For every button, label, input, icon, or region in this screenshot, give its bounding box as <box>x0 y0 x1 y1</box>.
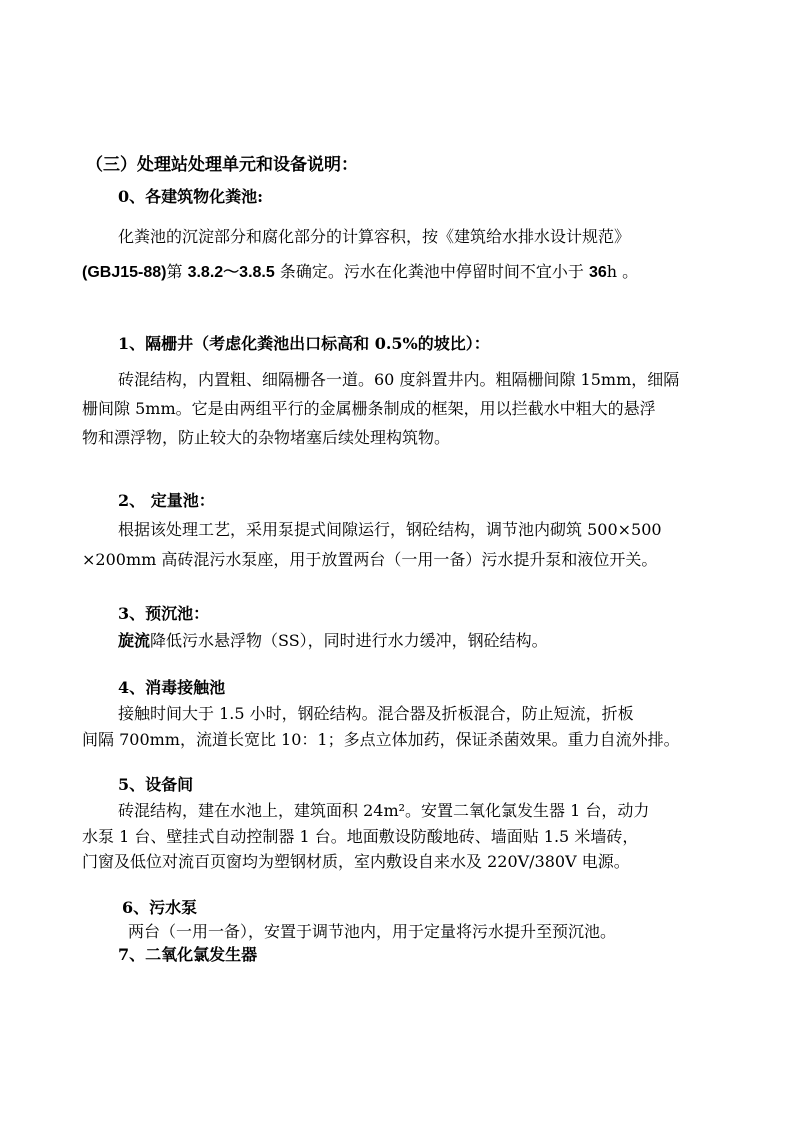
para-5-line-1: 砖混结构，建在水池上，建筑面积 24m²。安置二氧化氯发生器 1 台，动力 <box>118 801 650 820</box>
para-2-line-1: 根据该处理工艺，采用泵提式间隙运行，钢砼结构，调节池内砌筑 500×500 <box>118 520 662 539</box>
para-2-line-2: ×200mm 高砖混污水泵座，用于放置两台（一用一备）污水提升泵和液位开关。 <box>82 550 658 569</box>
para-6-line-1: 两台（一用一备），安置于调节池内，用于定量将污水提升至预沉池。 <box>128 922 617 941</box>
para-5-line-3: 门窗及低位对流百页窗均为塑钢材质，室内敷设自来水及 220V/380V 电源。 <box>82 852 630 871</box>
heading-6: 6、污水泵 <box>122 898 198 917</box>
text-di: 第 <box>166 262 188 281</box>
hours-unit: h 。 <box>606 262 639 281</box>
heading-0: 0、各建筑物化粪池: <box>118 187 264 206</box>
text-stay: 条确定。污水在化粪池中停留时间不宜小于 <box>274 262 589 281</box>
clause-range: 3.8.2～3.8.5 <box>187 264 275 281</box>
heading-5: 5、设备间 <box>118 775 194 794</box>
para-1-line-2: 栅间隙 5mm。它是由两组平行的金属栅条制成的框架，用以拦截水中粗大的悬浮 <box>82 399 656 418</box>
heading-1: 1、隔栅井（考虑化粪池出口标高和 0.5%的坡比）： <box>118 334 490 353</box>
hours-value: 36 <box>588 264 607 281</box>
para-0-line-2 <box>82 261 638 284</box>
para-3-text: 降低污水悬浮物（SS），同时进行水力缓冲，钢砼结构。 <box>150 631 548 650</box>
para-1-line-1: 砖混结构，内置粗、细隔栅各一道。60 度斜置井内。粗隔栅间隙 15mm，细隔 <box>118 370 680 389</box>
para-0-line-1: 化粪池的沉淀部分和腐化部分的计算容积，按《建筑给水排水设计规范》 <box>118 227 631 246</box>
para-4-line-2: 间隔 700mm，流道长宽比 10：1；多点立体加药，保证杀菌效果。重力自流外排。 <box>82 730 680 749</box>
para-3-line-1 <box>118 630 548 652</box>
vortex-term: 旋流 <box>118 631 151 650</box>
heading-3: 3、预沉池： <box>118 604 210 623</box>
para-1-line-3: 物和漂浮物，防止较大的杂物堵塞后续处理构筑物。 <box>82 428 451 447</box>
heading-7: 7、二氧化氯发生器 <box>118 945 258 964</box>
para-5-line-2: 水泵 1 台、壁挂式自动控制器 1 台。地面敷设防酸地砖、墙面贴 1.5 米墙砖， <box>82 827 639 846</box>
heading-2: 2、 定量池： <box>118 491 215 510</box>
code-gbj: (GBJ15-88) <box>82 264 167 281</box>
section-title: （三）处理站处理单元和设备说明： <box>86 155 358 175</box>
para-4-line-1: 接触时间大于 1.5 小时，钢砼结构。混合器及折板混合，防止短流，折板 <box>118 704 634 723</box>
heading-4: 4、消毒接触池 <box>118 678 226 697</box>
